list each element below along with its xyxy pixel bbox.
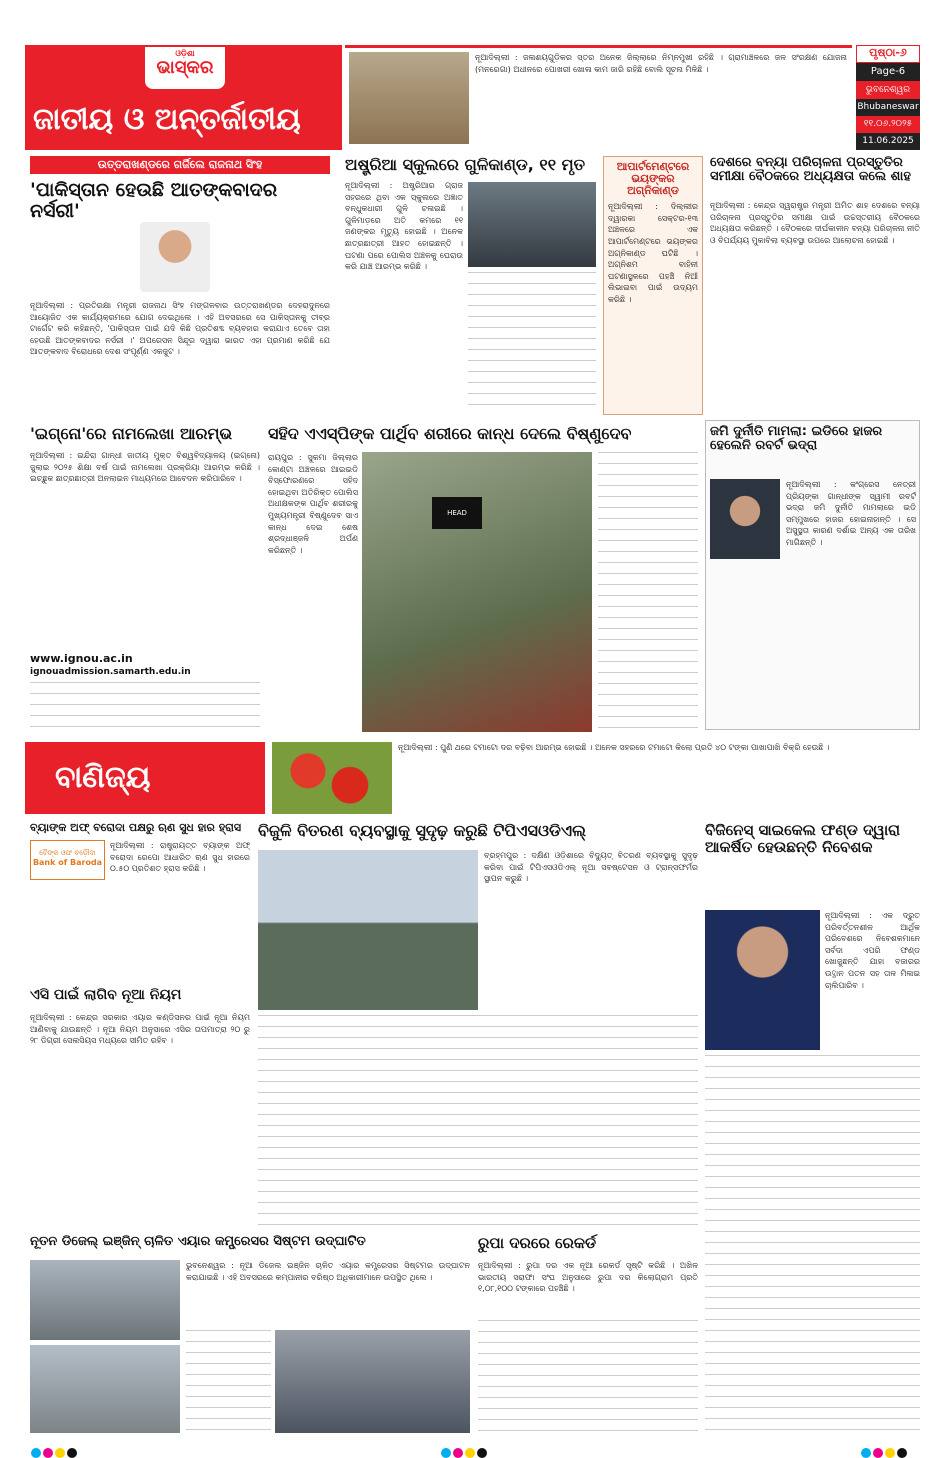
bob-body: ନୂଆଦିଲ୍ଲୀ : ରାଷ୍ଟ୍ରାୟତ୍ତ ବ୍ୟାଙ୍କ ଅଫ୍ ବରୋଦା ରେପୋ ଆଧାରିତ ଋଣ ସୁଧ ହାରରେ ୦.୫୦ ପ୍ରତିଶତ ହ୍ରାସ କରିଛି । xyxy=(110,841,250,874)
school-photo xyxy=(468,182,596,267)
business-section-header xyxy=(25,742,265,814)
headline-vadra: ଜମି ଦୁର୍ନୀତି ମାମଲା: ଇଡିରେ ହାଜର ହେଲେନି ରବର୍ଟ ଭଦ୍ରା xyxy=(710,424,883,454)
school-body-lines xyxy=(468,272,596,415)
substation-photo xyxy=(258,850,478,1010)
city-en: Bhubaneswar xyxy=(856,99,920,116)
diesel-group-photo xyxy=(275,1330,470,1433)
diesel-body-lines xyxy=(186,1330,271,1433)
business-title: ବାଣିଜ୍ୟ xyxy=(55,760,151,795)
tpsodl-body-lines xyxy=(258,1015,698,1227)
registration-dot-yellow xyxy=(465,1448,475,1458)
page-number-or: ପୃଷ୍ଠା-୬ xyxy=(856,45,920,63)
shah-body: ନୂଆଦିଲ୍ଲୀ : କେନ୍ଦ୍ର ସ୍ୱରାଷ୍ଟ୍ର ମନ୍ତ୍ରୀ ଅମିତ ଶାହ ଦେଶରେ ବନ୍ୟା ପରିଚାଳନା ପ୍ରସ୍ତୁତିର ସମୀକ୍ଷା ପାଇଁ ଉଚ୍ଚସ୍ତରୀୟ ବୈଠକରେ ଅଧ୍ୟକ୍ଷତା କରିଛନ୍ତି । ବୈଠକରେ ଦୀର୍ଘକାଳୀନ ବନ୍ୟା ପରିଚାଳନା ନୀତି ଓ ବିପର୍ଯ୍ୟୟ ମୁକାବିଲା ବ୍ୟବସ୍ଥା ଉପରେ ଆଲୋଚନା ହୋଇଛି । xyxy=(710,201,920,245)
brand-small: ଓଡ଼ିଶା xyxy=(175,49,195,58)
registration-dot-black xyxy=(477,1448,487,1458)
top-photo xyxy=(349,52,469,144)
ignou-url-1[interactable]: www.ignou.ac.in xyxy=(30,652,133,665)
registration-marks-left xyxy=(30,1443,78,1458)
bob-logo-or: ବୈଙ୍କ ଓଫ ବଡ଼ୌଦା xyxy=(39,849,96,857)
masthead xyxy=(25,45,342,150)
registration-dot-yellow xyxy=(55,1448,65,1458)
page-number-en: Page-6 xyxy=(856,63,920,81)
headline-ignou: 'ଇଗ୍ନୋ'ରେ ନାମଲେଖା ଆରମ୍ଭ xyxy=(30,424,233,443)
business-top-text: ନୂଆଦିଲ୍ଲୀ : ପୁଣି ଥରେ ଟମାଟୋ ଦର ବଢ଼ିବା ଆରମ୍ଭ ହୋଇଛି । ଅନେକ ସହରରେ ଟମାଟୋ କିଲୋ ପ୍ରତି ୪୦ ଟଙ୍କା ପାଖାପାଖି ବିକ୍ରି ହେଉଛି । xyxy=(398,743,830,752)
headline-bob: ବ୍ୟାଙ୍କ ଅଫ୍ ବରୋଦା ପକ୍ଷରୁ ଋଣ ସୁଧ ହାର ହ୍ରାସ xyxy=(30,821,242,834)
rajnath-body: ନୂଆଦିଲ୍ଲୀ : ପ୍ରତିରକ୍ଷା ମନ୍ତ୍ରୀ ରାଜନାଥ ସିଂହ ମଙ୍ଗଳବାର ଉତ୍ତରାଖଣ୍ଡର ଦେହରାଦୁନରେ ଆୟୋଜିତ ଏକ କାର୍ଯ୍ୟକ୍ରମରେ ଯୋଗ ଦେଇଥିଲେ । ଏହି ଅବସରରେ ସେ ପାକିସ୍ତାନକୁ ତୀବ୍ର ଟାର୍ଗେଟ କରି କହିଛନ୍ତି, 'ପାକିସ୍ତାନ ପାଇଁ ଯଦି କିଛି ପ୍ରତିଶବ୍ଦ ବ୍ୟବହାର କରାଯାଏ ତେବେ ତାହା ହେଉଛି ଆତଙ୍କବାଦର ନର୍ସରୀ ।' ଅପରେସନ ସିନ୍ଦୂର ଦ୍ୱାରା ଭାରତ ଏହା ପ୍ରମାଣ କରିଛି ଯେ ଆତଙ୍କବାଦ ବିରୋଧରେ ଦେଶ ସଂପୂର୍ଣ୍ଣ ଏକଜୁଟ । xyxy=(30,301,330,357)
date-en: 11.06.2025 xyxy=(856,133,920,150)
headline-tpsodl: ବିଜୁଳି ବିତରଣ ବ୍ୟବସ୍ଥାକୁ ସୁଦୃଢ଼ କରୁଛି ଟିପିଏସଓଡିଏଲ୍ xyxy=(258,821,586,840)
registration-marks-right xyxy=(860,1443,908,1458)
fire-box xyxy=(603,156,703,415)
registration-dot-cyan xyxy=(861,1448,871,1458)
city-or: ଭୁବନେଶ୍ୱର xyxy=(856,81,920,99)
fund-body-lines xyxy=(705,1055,920,1435)
top-strip xyxy=(345,45,852,150)
headline-sp: ସହିଦ ଏଏସ୍‌ପିଙ୍କ ପାର୍ଥିବ ଶରୀରେ କାନ୍ଧ ଦେଲେ ବିଷ୍ଣୁଦେବ xyxy=(268,424,632,443)
sp-body: ରାୟପୁର : ସୁକମା ଜିଲ୍ଲାର କୋଣ୍ଟା ଅଞ୍ଚଳରେ ଆଇଇଡି ବିସ୍ଫୋରଣରେ ସହିଦ ହୋଇଥିବା ଅତିରିକ୍ତ ପୋଲିସ ଅଧୀକ୍ଷକଙ୍କ ପାର୍ଥିବ ଶରୀରକୁ ମୁଖ୍ୟମନ୍ତ୍ରୀ ବିଷ୍ଣୁଦେବ ସାଏ କାନ୍ଧ ଦେଇ ଶେଷ ଶ୍ରଦ୍ଧାଞ୍ଜଳି ଅର୍ପଣ କରିଛନ୍ତି । xyxy=(268,453,358,555)
section-title: ଜାତୀୟ ଓ ଅନ୍ତର୍ଜାତୀୟ xyxy=(33,102,301,137)
diesel-photo-2 xyxy=(30,1345,180,1433)
fund-photo xyxy=(705,910,820,1050)
school-body: ନୂଆଦିଲ୍ଲୀ : ଅଷ୍ଟ୍ରିଆର ଗ୍ରାଜ ସହରରେ ଥିବା ଏକ ସ୍କୁଲରେ ଅଜ୍ଞାତ ବନ୍ଧୁକଧାରୀ ଗୁଳି ଚଳାଇଛି । ଗୁଳିମାଡ଼ରେ ଅତି କମରେ ୧୧ ଜଣଙ୍କର ମୃତ୍ୟୁ ହୋଇଛି । ଅନେକ ଛାତ୍ରଛାତ୍ରୀ ଆହତ ହୋଇଛନ୍ତି । ଘଟଣା ପରେ ପୋଲିସ ଅଞ୍ଚଳକୁ ଘେରାଉ କରି ଯାଞ୍ଚ ଆରମ୍ଭ କରିଛି । xyxy=(345,181,463,272)
ignou-body: ନୂଆଦିଲ୍ଲୀ : ଇନ୍ଦିରା ଗାନ୍ଧୀ ଜାତୀୟ ମୁକ୍ତ ବିଶ୍ୱବିଦ୍ୟାଳୟ (ଇଗ୍ନୋ) ଜୁଲାଇ ୨୦୨୫ ଶିକ୍ଷା ବର୍ଷ ପାଇଁ ନାମଲେଖା ପ୍ରକ୍ରିୟା ଆରମ୍ଭ କରିଛି । ଇଚ୍ଛୁକ ଛାତ୍ରଛାତ୍ରୀ ଅନଲାଇନ ମାଧ୍ୟମରେ ଆବେଦନ କରିପାରିବେ । xyxy=(30,451,260,484)
registration-dot-cyan xyxy=(441,1448,451,1458)
headline-shah: ଦେଶରେ ବନ୍ୟା ପରିଚାଳନା ପ୍ରସ୍ତୁତିର ସମୀକ୍ଷା ବୈଠକରେ ଅଧ୍ୟକ୍ଷତା କଲେ ଶାହ xyxy=(710,155,911,185)
vadra-body: ନୂଆଦିଲ୍ଲୀ : କଂଗ୍ରେସ ନେତ୍ରୀ ପ୍ରିୟଙ୍କା ଗାନ୍ଧୀଙ୍କ ସ୍ୱାମୀ ରବର୍ଟ ଭଦ୍ରା ଜମି ଦୁର୍ନୀତି ମାମଲାରେ ଇଡି ସମ୍ମୁଖରେ ହାଜର ହୋଇନାହାନ୍ତି । ସେ ଅସୁସ୍ଥତା କାରଣ ଦର୍ଶାଇ ଅନ୍ୟ ଏକ ତାରିଖ ମାଗିଛନ୍ତି । xyxy=(786,480,916,547)
sp-photo-box: HEAD xyxy=(432,497,482,529)
headline-fund: ବିଜିନେସ୍ ସାଇକେଲ ଫଣ୍ଡ ଦ୍ୱାରା ଆକର୍ଷିତ ହେଉଛନ୍ତି ନିବେଶକ xyxy=(705,821,901,856)
ac-body: ନୂଆଦିଲ୍ଲୀ : କେନ୍ଦ୍ର ସରକାର ଏୟାର କଣ୍ଡିସନର ପାଇଁ ନୂଆ ନିୟମ ଆଣିବାକୁ ଯାଉଛନ୍ତି । ନୂଆ ନିୟମ ଅନୁସାରେ ଏସିର ତାପମାତ୍ରା ୨୦ ରୁ ୨୮ ଡିଗ୍ରୀ ସେଲସିୟସ ମଧ୍ୟରେ ସୀମିତ ରହିବ । xyxy=(30,1013,250,1046)
vadra-photo xyxy=(710,479,780,559)
registration-dot-magenta xyxy=(453,1448,463,1458)
bob-logo xyxy=(30,840,105,880)
registration-dot-cyan xyxy=(31,1448,41,1458)
brand-name: ଭାସ୍କର xyxy=(156,57,214,78)
headline-rajnath: 'ପାକିସ୍ତାନ ହେଉଛି ଆତଙ୍କବାଦର ନର୍ସରୀ' xyxy=(30,179,278,222)
date-or: ୧୧.୦୬.୨୦୨୫ xyxy=(856,116,920,133)
registration-dot-magenta xyxy=(873,1448,883,1458)
headline-school: ଅଷ୍ଟ୍ରିଆ ସ୍କୁଲରେ ଗୁଳିକାଣ୍ଡ, ୧୧ ମୃତ xyxy=(345,155,586,174)
fire-body: ନୂଆଦିଲ୍ଲୀ : ଦିଲ୍ଲୀର ଦ୍ୱାରକା ସେକ୍ଟର-୧୩ ଅଞ୍ଚଳରେ ଏକ ଆପାର୍ଟମେଣ୍ଟରେ ଭୟଙ୍କର ଅଗ୍ନିକାଣ୍ଡ ଘଟିଛି । ଅଗ୍ନିଶମ ବାହିନୀ ଘଟଣାସ୍ଥଳରେ ପହଞ୍ଚି ନିଆଁ ଲିଭାଇବା ପାଇଁ ଉଦ୍ୟମ କରିଛି । xyxy=(608,202,698,305)
top-article-text: ନୂଆଦିଲ୍ଲୀ : ଜଳାଶୟଗୁଡ଼ିକର ସ୍ତର ଅନେକ ଜିଲ୍ଲାରେ ନିମ୍ନମୁଖୀ ରହିଛି । ଗ୍ରାମାଞ୍ଚଳରେ ଜଳ ସଂରକ୍ଷଣ ଯୋଜନା (ମନରେଗା) ଅଧୀନରେ ପୋଖରୀ ଖୋଳା କାମ ଜାରି ରହିଛି ବୋଲି ସୂଚନା ମିଳିଛି । xyxy=(475,53,847,74)
diesel-photo-1 xyxy=(30,1260,180,1340)
diesel-body: ଭୁବନେଶ୍ୱର : ନୂଆ ଡିଜେଲ ଇଞ୍ଜିନ ଚାଳିତ ଏୟାର କମ୍ପ୍ରେସର ସିଷ୍ଟମର ଉଦ୍‌ଘାଟନ କରାଯାଇଛି । ଏହି ଅବସରରେ କମ୍ପାନୀର ବରିଷ୍ଠ ଅଧିକାରୀମାନେ ଉପସ୍ଥିତ ଥିଲେ । xyxy=(186,1261,470,1282)
registration-marks-center xyxy=(440,1443,488,1458)
registration-dot-black xyxy=(67,1448,77,1458)
registration-dot-black xyxy=(897,1448,907,1458)
ignou-body-lines xyxy=(30,682,260,732)
kicker-rajnath: ଉତ୍ତରାଖଣ୍ଡରେ ଗର୍ଜିଲେ ରାଜନାଥ ସିଂହ xyxy=(30,156,330,174)
sp-body-col3 xyxy=(598,452,698,732)
page-info-box xyxy=(856,45,920,150)
silver-body: ନୂଆଦିଲ୍ଲୀ : ରୁପା ଦର ଏକ ନୂଆ ରେକର୍ଡ ସୃଷ୍ଟି କରିଛି । ଅଖିଳ ଭାରତୀୟ ସରାଫା ସଂଘ ଅନୁସାରେ ରୁପା ଦର କିଲୋଗ୍ରାମ ପ୍ରତି ୧,୦୮,୧୦୦ ଟଙ୍କାରେ ପହଞ୍ଚିଛି । xyxy=(478,1261,698,1294)
sp-photo xyxy=(362,452,592,732)
headline-silver: ରୁପା ଦରରେ ରେକର୍ଡ xyxy=(478,1234,597,1252)
brand-logo xyxy=(145,47,225,89)
headline-ac: ଏସି ପାଇଁ ଲାଗିବ ନୂଆ ନିୟମ xyxy=(30,987,182,1003)
headline-diesel: ନୂତନ ଡିଜେଲ୍ ଇଞ୍ଜିନ୍ ଚାଳିତ ଏୟାର କମ୍ପ୍ରେସର ସିଷ୍ଟମ ଉଦ୍‌ଘାଟିତ xyxy=(30,1234,366,1249)
silver-body-lines xyxy=(478,1320,698,1433)
vadra-box xyxy=(705,420,920,730)
bob-logo-en: Bank of Baroda xyxy=(32,858,103,867)
tpsodl-body: ବ୍ରହ୍ମପୁର : ଦକ୍ଷିଣ ଓଡ଼ିଶାରେ ବିଦ୍ୟୁତ୍ ବିତରଣ ବ୍ୟବସ୍ଥାକୁ ସୁଦୃଢ଼ କରିବା ପାଇଁ ଟିପିଏସଓଡିଏଲ୍ ନୂଆ ସବଷ୍ଟେସନ ଓ ଟ୍ରାନ୍ସଫର୍ମର ସ୍ଥାପନ କରୁଛି । xyxy=(484,851,698,884)
headline-fire: ଆପାର୍ଟମେଣ୍ଟରେ ଭୟଙ୍କର ଅଗ୍ନିକାଣ୍ଡ xyxy=(616,160,690,198)
registration-dot-magenta xyxy=(43,1448,53,1458)
ignou-url-2[interactable]: ignouadmission.samarth.edu.in xyxy=(30,667,191,677)
registration-dot-yellow xyxy=(885,1448,895,1458)
fund-body: ନୂଆଦିଲ୍ଲୀ : ଏକ ଦ୍ରୁତ ପରିବର୍ତ୍ତନଶୀଳ ଆର୍ଥିକ ପରିବେଶରେ ନିବେଶକମାନେ ସର୍ବଦା ଏପରି ଫଣ୍ଡ ଖୋଜୁଛନ୍ତି ଯାହା ବଜାରର ଉତ୍ଥାନ ପତନ ସହ ତାଳ ମିଳାଇ ଚାଲିପାରିବ । xyxy=(825,911,920,990)
rajnath-photo xyxy=(140,222,210,292)
tomato-photo xyxy=(272,742,392,814)
